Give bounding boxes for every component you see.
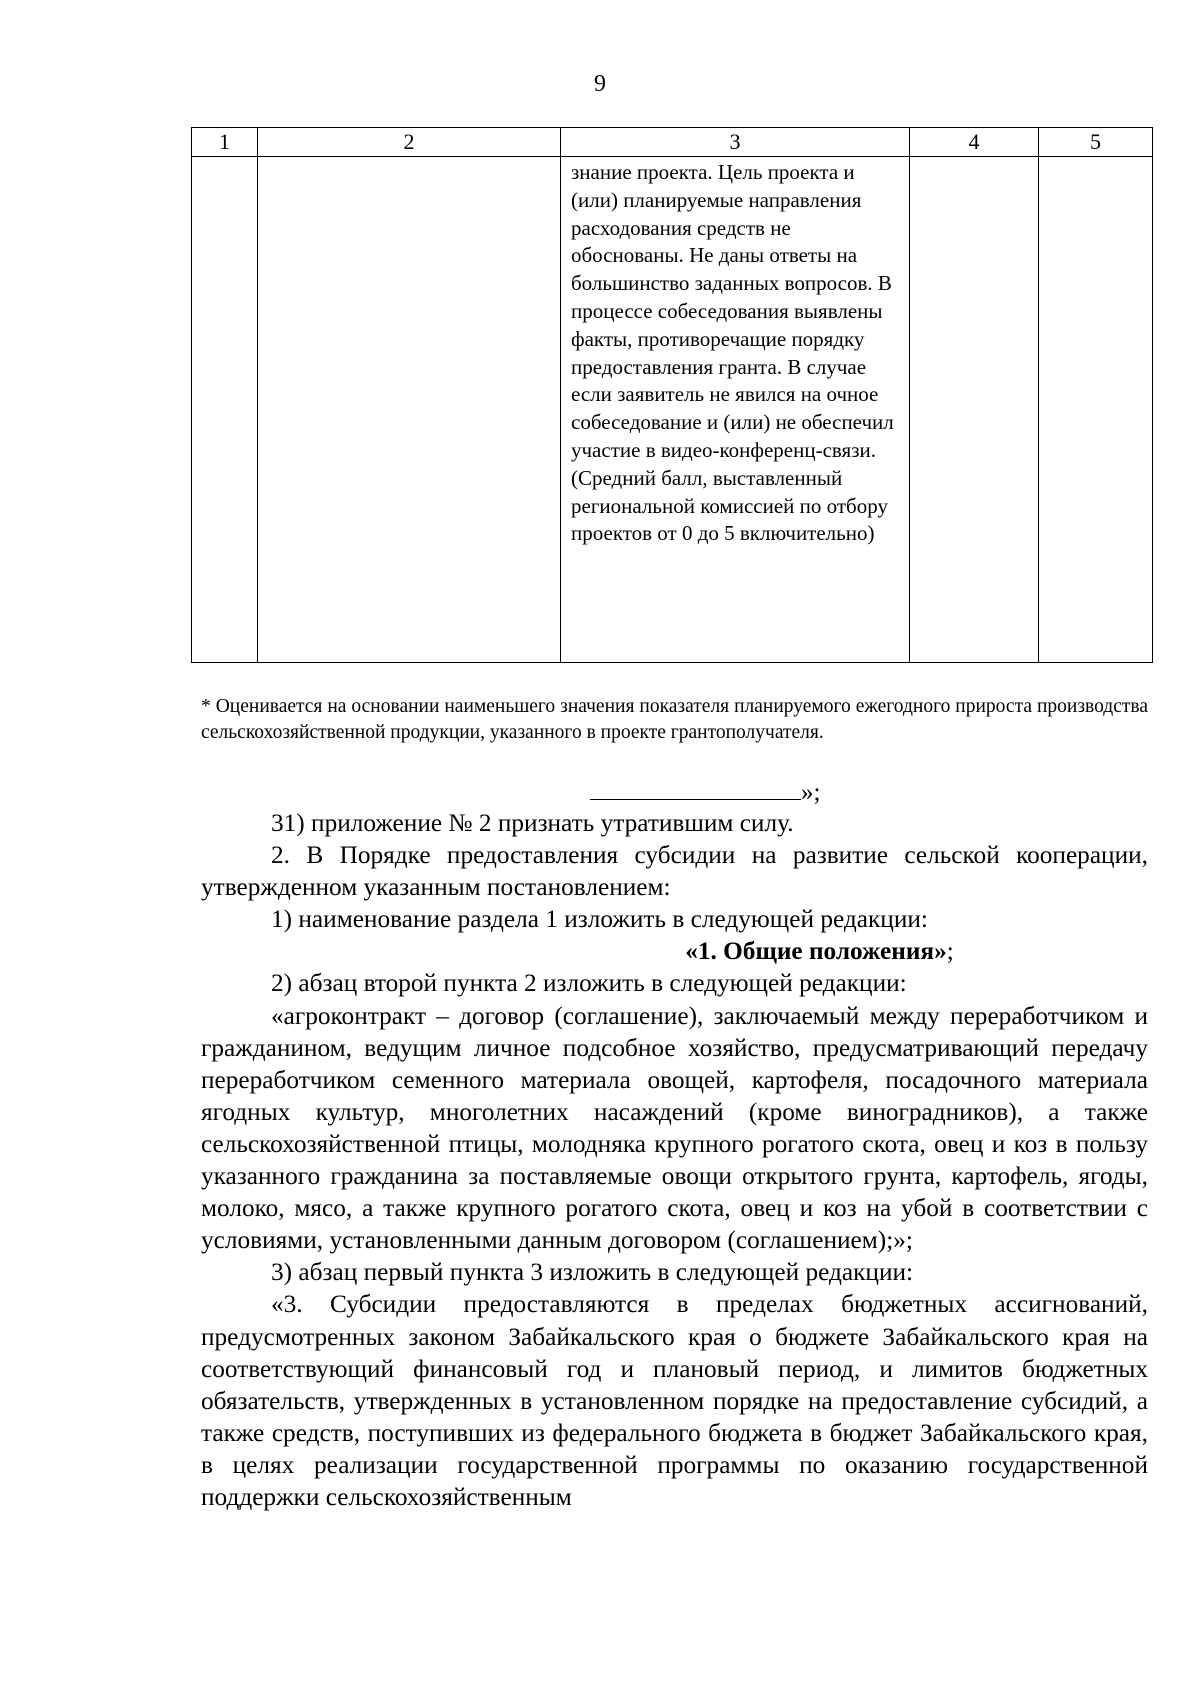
column-header-3: 3 [561, 128, 910, 157]
paragraph-item-31: 31) приложение № 2 признать утратившим силу. [271, 809, 794, 837]
table-header-row [192, 128, 1153, 157]
criteria-table [191, 127, 1153, 663]
table-cell-col2 [258, 157, 561, 663]
paragraph-agrocontract-definition: «агроконтракт – договор (соглашение), заключаемый между переработчиком и гражданином, ведущим личное подсобное хозяйство, предусматривающий передачу переработчиком семенного материала овощей, картофеля, посадочного материала ягодных культур, многолетних насаждений (кроме виноградников), а также сельскохозяйственной птицы, молодняка крупного рогатого скота, овец и коз в пользу указанного гражданина за поставляемые овощи открытого грунта, картофель, ягоды, молоко, мясо, а также крупного рогатого скота, овец и коз на убой в соответствии с условиями, установленными данным договором (соглашением);»; [201, 1001, 1148, 1255]
paragraph-item-2: 2. В Порядке предоставления субсидии на развитие сельской кооперации, утвержденном указанным постановлением: [201, 841, 1148, 902]
column-header-2: 2 [258, 128, 561, 157]
paragraph-subitem-2: 2) абзац второй пункта 2 изложить в следующей редакции: [271, 969, 907, 998]
section-heading [201, 935, 1148, 967]
column-header-1: 1 [192, 128, 258, 157]
table-row [192, 157, 1153, 663]
paragraph-subitem-3: 3) абзац первый пункта 3 изложить в следующей редакции: [271, 1258, 914, 1287]
table-cell-col4 [910, 157, 1039, 663]
column-header-4: 4 [910, 128, 1039, 157]
table-cell-criterion-text: знание проекта. Цель проекта и (или) планируемые направления расходования средств не обоснованы. Не даны ответы на большинство заданных вопросов. В процессе собеседования выявлены факты, противоречащие порядку предоставления гранта. В случае если заявитель не явился на очное собеседование и (или) не обеспечил участие в видео-конференц-связи. (Средний балл, выставленный региональной комиссией по отбору проектов от 0 до 5 включительно) [561, 157, 910, 663]
paragraph-subitem-1: 1) наименование раздела 1 изложить в следующей редакции: [271, 905, 928, 934]
column-header-5: 5 [1039, 128, 1153, 157]
section-heading-bold: «1. Общие положения» [685, 937, 947, 966]
table-cell-col1 [192, 157, 258, 663]
paragraph-item-3-text: «3. Субсидии предоставляются в пределах бюджетных ассигнований, предусмотренных законом Забайкальского края о бюджете Забайкальского края на соответствующий финансовый год и плановый период, и лимитов бюджетных обязательств, утвержденных в установленном порядке на предоставление субсидий, а также средств, поступивших из федерального бюджета в бюджет Забайкальского края, в целях реализации государственной программы по оказанию государственной поддержки сельскохозяйственным [201, 1290, 1148, 1511]
section-heading-tail: ; [946, 937, 954, 966]
signature-underline [590, 775, 801, 800]
table-cell-col5 [1039, 157, 1153, 663]
document-body [201, 807, 1148, 1513]
closing-mark: »; [801, 779, 821, 806]
closing-quote-line [590, 775, 820, 809]
page-number: 9 [594, 71, 606, 97]
footnote: * Оценивается на основании наименьшего значения показателя планируемого ежегодного прироста производства сельскохозяйственной продукции, указанного в проекте грантополучателя. [201, 696, 1148, 743]
